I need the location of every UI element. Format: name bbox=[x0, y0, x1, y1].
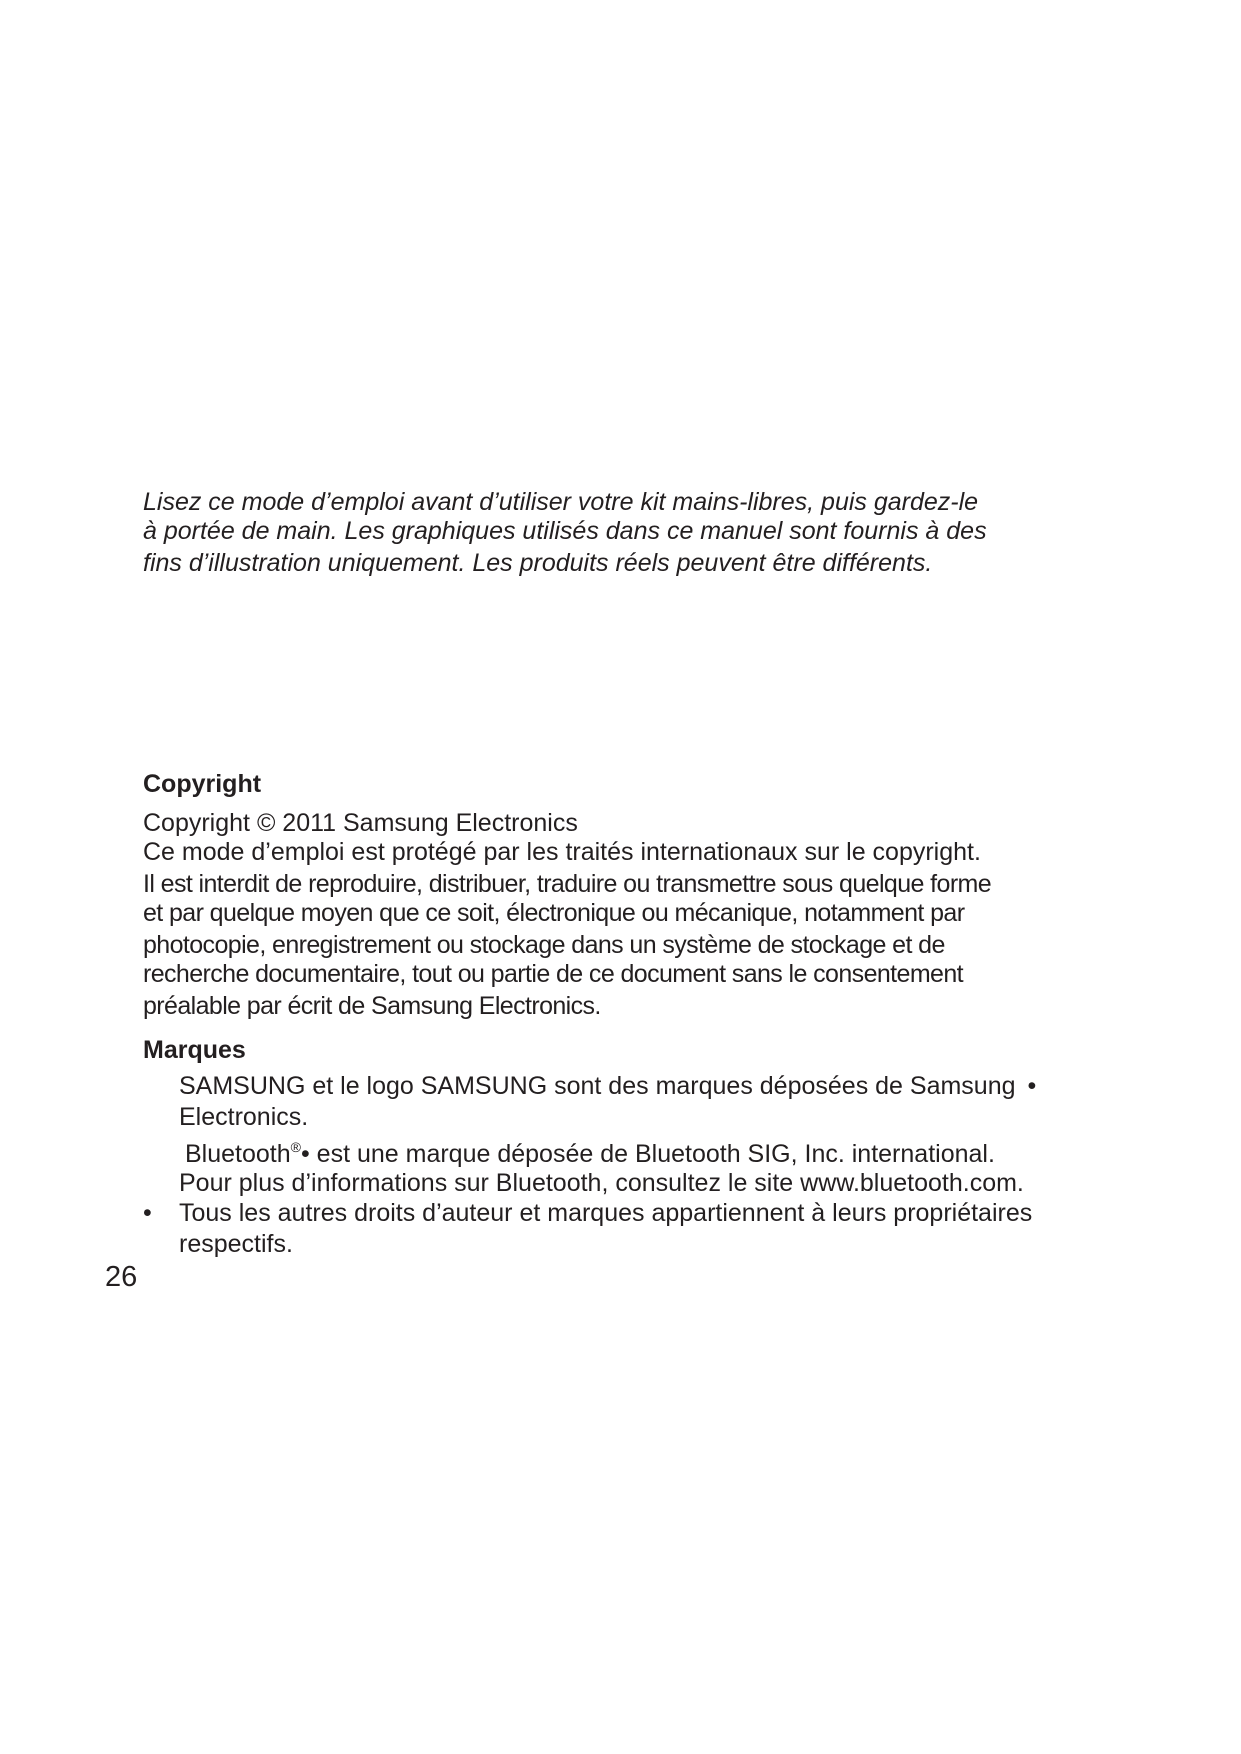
trademark-other-text: Tous les autres droits d’auteur et marques appartiennent à leurs propriétaires bbox=[179, 1199, 1033, 1227]
trademark-bluetooth-text: est une marque déposée de Bluetooth SIG, Inc. international. bbox=[309, 1140, 995, 1168]
trademark-other-text-cont: respectifs. bbox=[179, 1230, 293, 1258]
list-item bbox=[143, 1133, 1103, 1198]
copyright-line: Copyright © 2011 Samsung Electronics bbox=[143, 809, 578, 837]
page-number: 26 bbox=[105, 1261, 138, 1293]
trademark-samsung-text-cont: Electronics. bbox=[179, 1103, 309, 1131]
bullet-marker: • bbox=[1027, 1072, 1037, 1100]
registered-mark: ® bbox=[290, 1139, 301, 1155]
list-item bbox=[143, 1198, 1103, 1260]
trademark-samsung-text: SAMSUNG et le logo SAMSUNG sont des marques déposées de Samsung bbox=[179, 1072, 1016, 1100]
bluetooth-word: Bluetooth bbox=[185, 1140, 291, 1168]
copyright-text bbox=[143, 809, 1103, 1021]
marques-heading: Marques bbox=[143, 1036, 246, 1064]
copyright-line: Ce mode d’emploi est protégé par les traités internationaux sur le copyright. bbox=[143, 838, 981, 866]
copyright-heading: Copyright bbox=[143, 770, 262, 798]
copyright-line: préalable par écrit de Samsung Electronics. bbox=[143, 992, 601, 1020]
bullet-marker: • bbox=[143, 1199, 152, 1227]
intro-line: à portée de main. Les graphiques utilisés dans ce manuel sont fournis à des bbox=[143, 517, 987, 545]
intro-line: Lisez ce mode d’emploi avant d’utiliser votre kit mains-libres, puis gardez-le bbox=[143, 488, 979, 516]
copyright-line: et par quelque moyen que ce soit, électronique ou mécanique, notamment par bbox=[143, 899, 965, 927]
trademarks-list bbox=[143, 1071, 1103, 1260]
intro-paragraph bbox=[143, 488, 1103, 578]
bullet-marker: • bbox=[300, 1140, 310, 1168]
trademark-bluetooth-text-cont: Pour plus d’informations sur Bluetooth, consultez le site www.bluetooth.com. bbox=[179, 1169, 1024, 1197]
copyright-line: photocopie, enregistrement ou stockage dans un système de stockage et de bbox=[143, 931, 945, 959]
copyright-line: recherche documentaire, tout ou partie de ce document sans le consentement bbox=[143, 960, 964, 988]
intro-line: fins d’illustration uniquement. Les produits réels peuvent être différents. bbox=[143, 549, 933, 577]
list-item bbox=[143, 1071, 1103, 1133]
copyright-line: Il est interdit de reproduire, distribuer, traduire ou transmettre sous quelque forme bbox=[143, 870, 992, 898]
